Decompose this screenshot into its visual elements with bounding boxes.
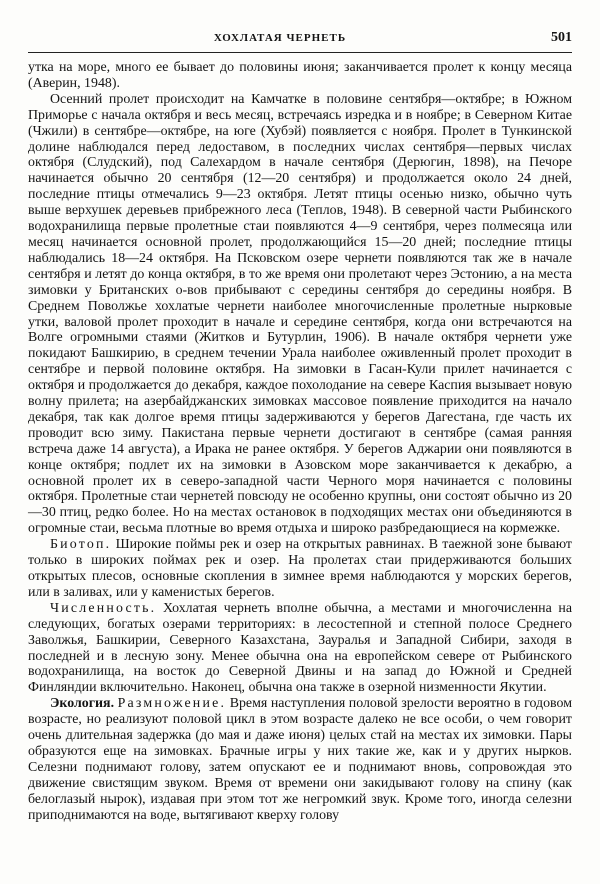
biotope-heading: Биотоп. xyxy=(50,537,112,553)
body-text xyxy=(28,60,572,824)
abundance-heading: Численность. xyxy=(50,600,157,616)
paragraph-2: Осенний пролет происходит на Камчатке в половине сентября—октябре; в Южном Приморье с начала октября и весь месяц, встречаясь изредка и в ноябре; в Северном Китае (Чжили) в сентябре—октябре, на юге (Хубэй) появляется с ноября. Пролет в Тункинской долине наблюдался перед ледоставом, в последних числах сентября—первых числах октября (Слудский), под Салехардом в начале сентября (Дерюгин, 1898), на Печоре начинается обычно 20 сентября (12—20 сентября) и продолжается около 24 дней, последние птицы отмечались 9—23 октября. Летят птицы осенью низко, обычно чуть выше верхушек деревьев прибрежного леса (Теплов, 1948). В северной части Рыбинского водохранилища первые пролетные стаи появляются 4—9 сентября, через полмесяца или месяц начинается основной пролет, продолжающийся 15—20 дней; последние птицы наблюдались 18—24 октября. На Псковском озере чернети появляются так же в начале сентября и летят до конца октября, в то же время они пролетают через Эстонию, а на места зимовки у Британских о-вов прибывают с середины сентября до середины ноября. В Среднем Поволжье хохлатые чернети наиболее многочисленные пролетные нырковые утки, валовой пролет проходит в начале и середине сентября, когда они встречаются на Волге огромными стаями (Житков и Бутурлин, 1906). В начале октября чернети уже покидают Башкирию, в среднем течении Урала наиболее оживленный пролет проходит в сентябре и первой половине октября. На зимовки в Гасан-Кули прилет начинается с октября и продолжается до декабря, каждое похолодание на севере Каспия вызывает новую волну прилета; на азербайджанских зимовках массовое появление приходится на начало декабря, так как долгое время птицы задерживаются у берегов Дагестана, где часть их проводит всю зиму. Пакистана первые чернети достигают в сентябре (самая ранняя встреча даже 14 августа), а Ирака не ранее октября. У берегов Аджарии они появляются в конце октября; подлет их на зимовки в Азовском море заканчивается к декабрю, а основной пролет их в северо-западной части Черного моря начинается с половины октября. Пролетные стаи чернетей повсюду не особенно крупны, они состоят обычно из 20—30 птиц, редко более. Но на местах остановок в подходящих местах они объединяются в огромные стаи, весьма плотные во время отдыха и широко разбредающиеся на кормежке. xyxy=(28,91,572,537)
paragraph-1: утка на море, много ее бывает до половины июня; заканчивается пролет к концу месяца (Аверин, 1948). xyxy=(28,60,572,91)
biotope-text: Широкие поймы рек и озер на открытых равнинах. В таежной зоне бывают только в широких поймах рек и озер. На пролетах стаи придерживаются больших открытых плесов, основные скопления в зимнее время наблюдаются у морских берегов, или в заливах, или у каменистых берегов. xyxy=(28,537,572,600)
page-number: 501 xyxy=(551,30,572,45)
ecology-text: Время наступления половой зрелости вероятно в годовом возрасте, но реализуют половой цикл в этом возрасте далеко не все особи, о чем говорит очень длительная задержка (до мая и даже июня) целых стай на местах их зимовки. Пары образуются еще на зимовках. Брачные игры у них такие же, как и у других нырков. Селезни поднимают голову, затем опускают ее и поднимают вновь, сопровождая это движение свистящим звуком. Время от времени они закидывают голову на спину (как белоглазый нырок), издавая при этом тот же негромкий звук. Кроме того, иногда селезни приподнимаются на воде, вытягивают кверху голову xyxy=(28,696,572,823)
running-header xyxy=(28,32,572,50)
ecology-heading: Экология. xyxy=(50,696,115,712)
paragraph-ecology xyxy=(28,696,572,823)
running-title: ХОХЛАТАЯ ЧЕРНЕТЬ xyxy=(213,32,347,44)
paragraph-biotope xyxy=(28,537,572,601)
reproduction-heading: Размножение. xyxy=(117,696,227,712)
abundance-text: Хохлатая чернеть вполне обычна, а местами и многочисленна на следующих, богатых озерами территориях: в лесостепной и степной полосе Среднего Заволжья, Башкирии, Северного Казахстана, Зауралья и Западной Сибири, заходя в последней и в лесную зону. Менее обычна она на европейском севере от Рыбинского водохранилища, на восток до Северной Двины и на запад до Южной и Средней Финляндии включительно. Наконец, обычна она также в озерной низменности Якутии. xyxy=(28,600,572,696)
header-rule xyxy=(28,52,572,53)
paragraph-abundance xyxy=(28,601,572,696)
